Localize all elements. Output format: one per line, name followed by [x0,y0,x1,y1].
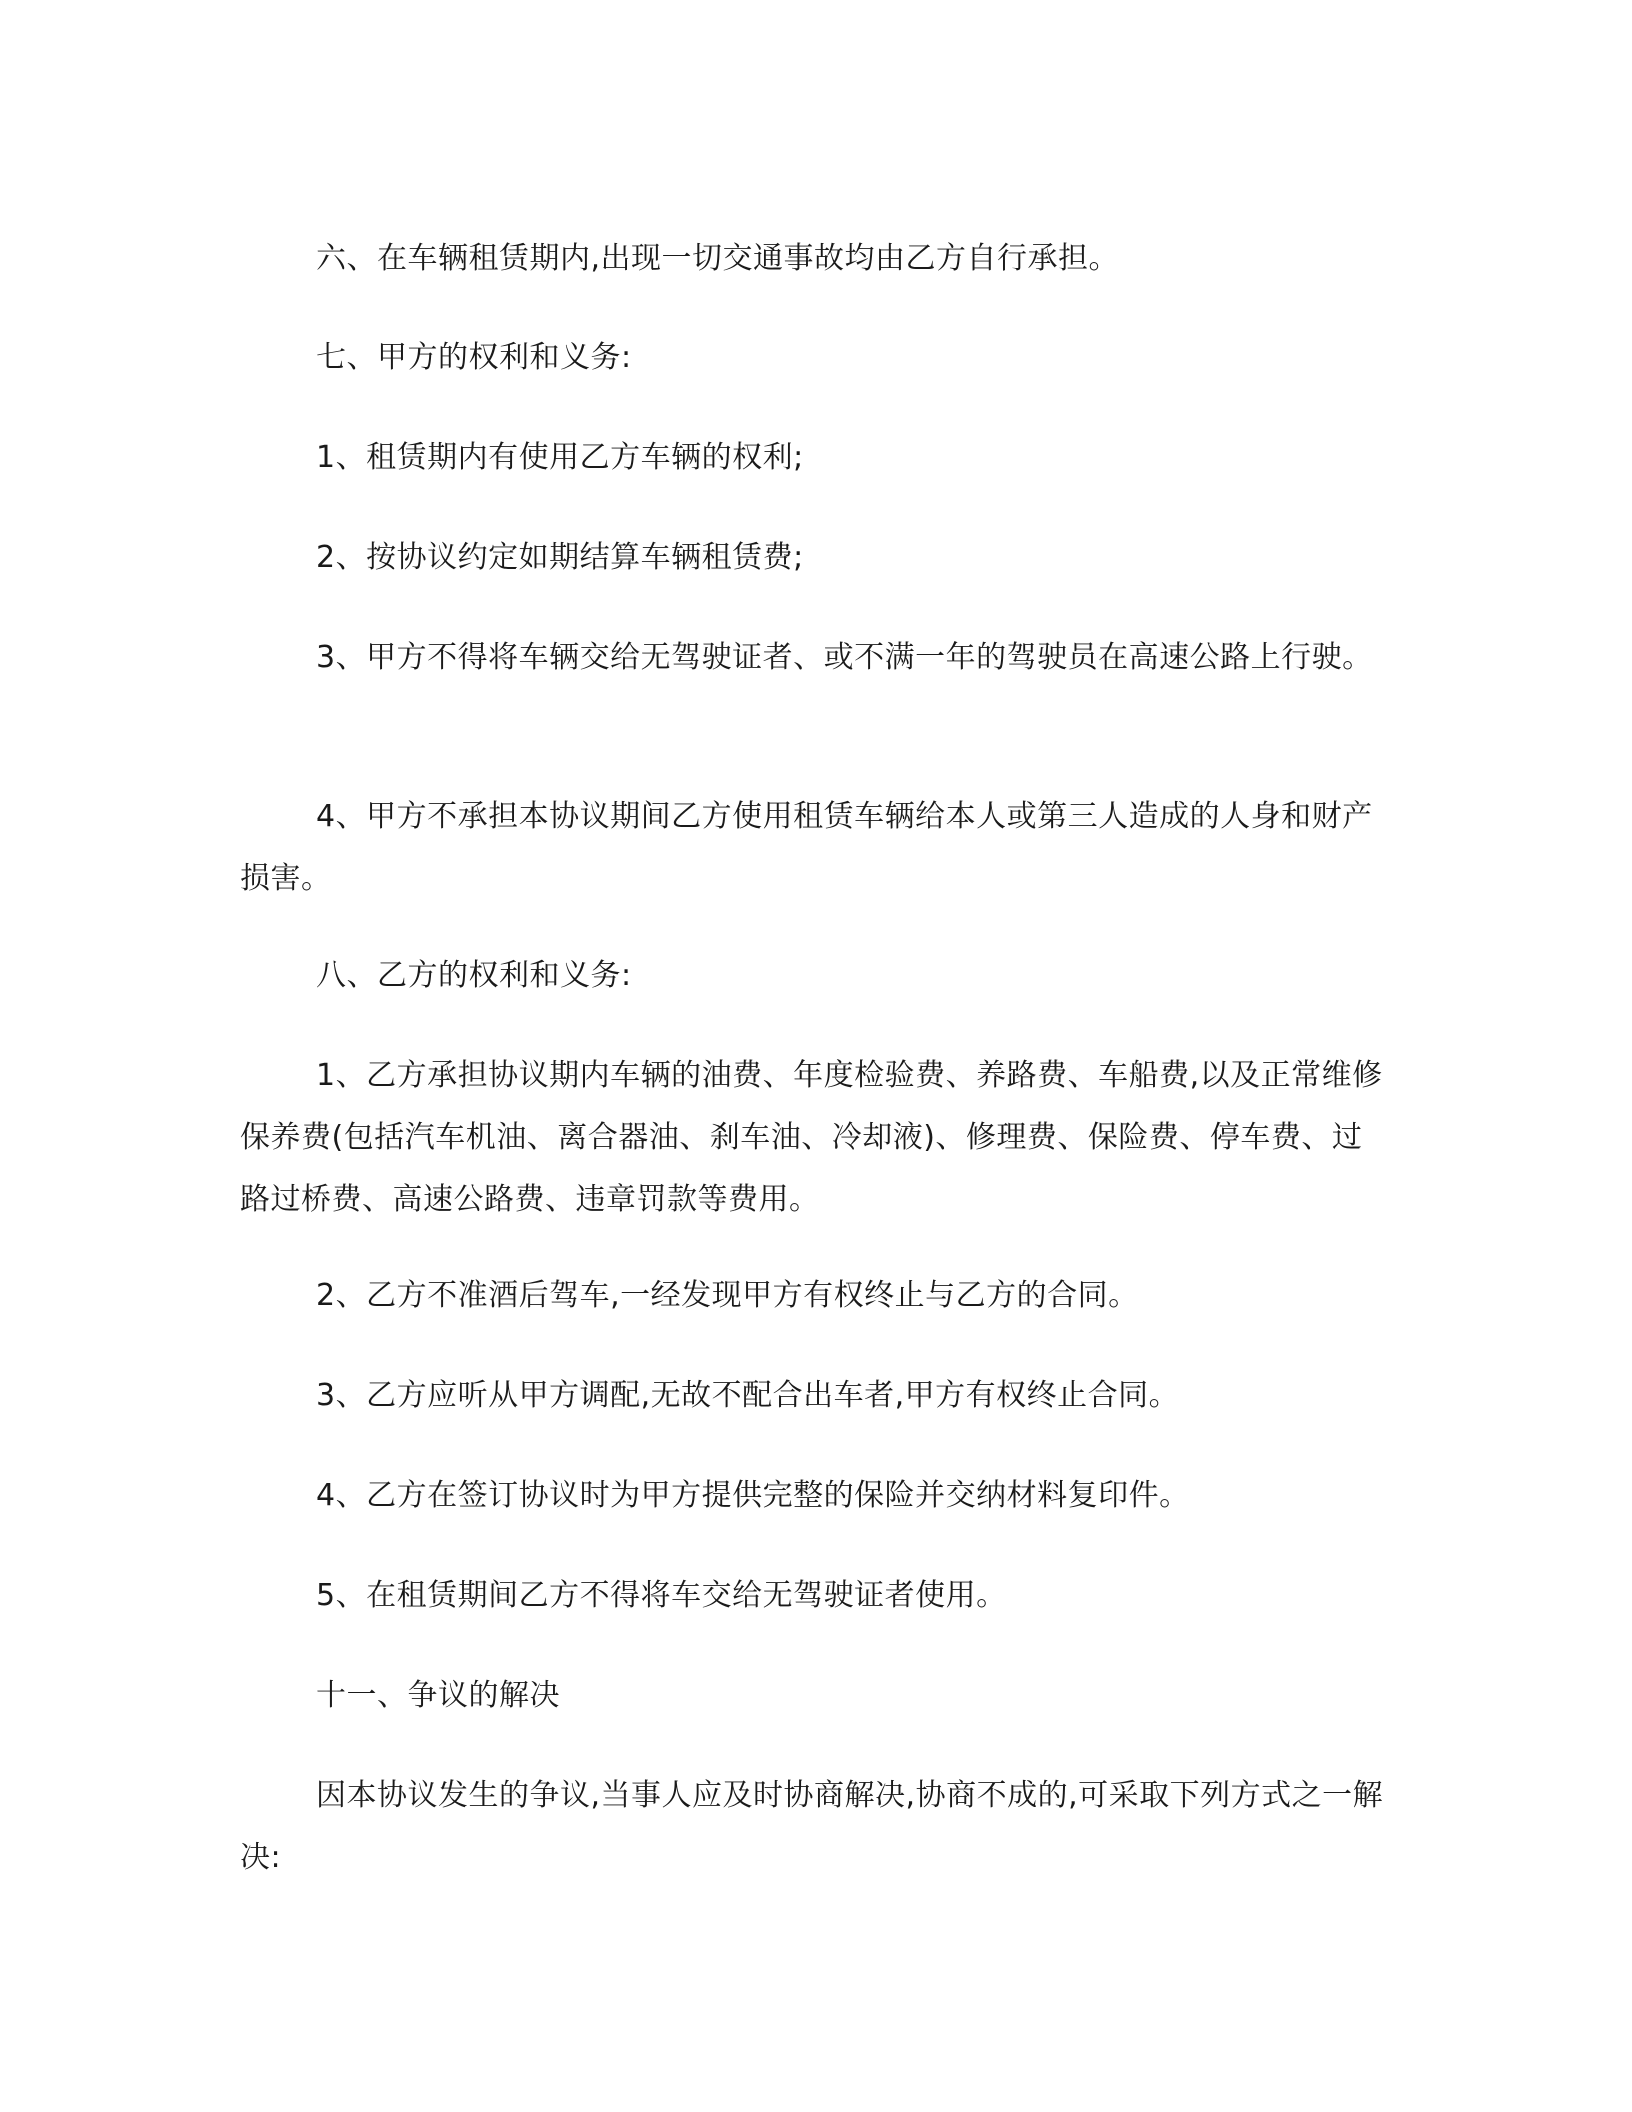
party-b-item-4: 4、乙方在签订协议时为甲方提供完整的保险并交纳材料复印件。 [316,1478,1190,1513]
party-a-item-2: 2、按协议约定如期结算车辆租赁费; [316,540,804,575]
party-a-item-1: 1、租赁期内有使用乙方车辆的权利; [316,440,804,475]
clause-6-text: 六、在车辆租赁期内,出现一切交通事故均由乙方自行承担。 [316,241,1120,276]
section-8-heading: 八、乙方的权利和义务: [316,958,632,993]
party-b-item-3: 3、乙方应听从甲方调配,无故不配合出车者,甲方有权终止合同。 [316,1378,1180,1413]
party-b-item-1: 1、乙方承担协议期内车辆的油费、年度检验费、养路费、车船费,以及正常维修保养费(包括汽车机油、离合器油、刹车油、冷却液)、修理费、保险费、停车费、过路过桥费、高速公路费、违章罚款等费用。 [240,1058,1383,1217]
party-a-item-3: 3、甲方不得将车辆交给无驾驶证者、或不满一年的驾驶员在高速公路上行驶。 [316,640,1373,675]
party-b-item-2: 2、乙方不准酒后驾车,一经发现甲方有权终止与乙方的合同。 [316,1278,1139,1313]
dispute-resolution-text: 因本协议发生的争议,当事人应及时协商解决,协商不成的,可采取下列方式之一解决: [240,1778,1384,1875]
party-a-item-4: 4、甲方不承担本协议期间乙方使用租赁车辆给本人或第三人造成的人身和财产损害。 [240,799,1373,896]
party-b-item-5: 5、在租赁期间乙方不得将车交给无驾驶证者使用。 [316,1578,1007,1613]
section-11-heading: 十一、争议的解决 [316,1678,560,1713]
section-7-heading: 七、甲方的权利和义务: [316,340,632,375]
